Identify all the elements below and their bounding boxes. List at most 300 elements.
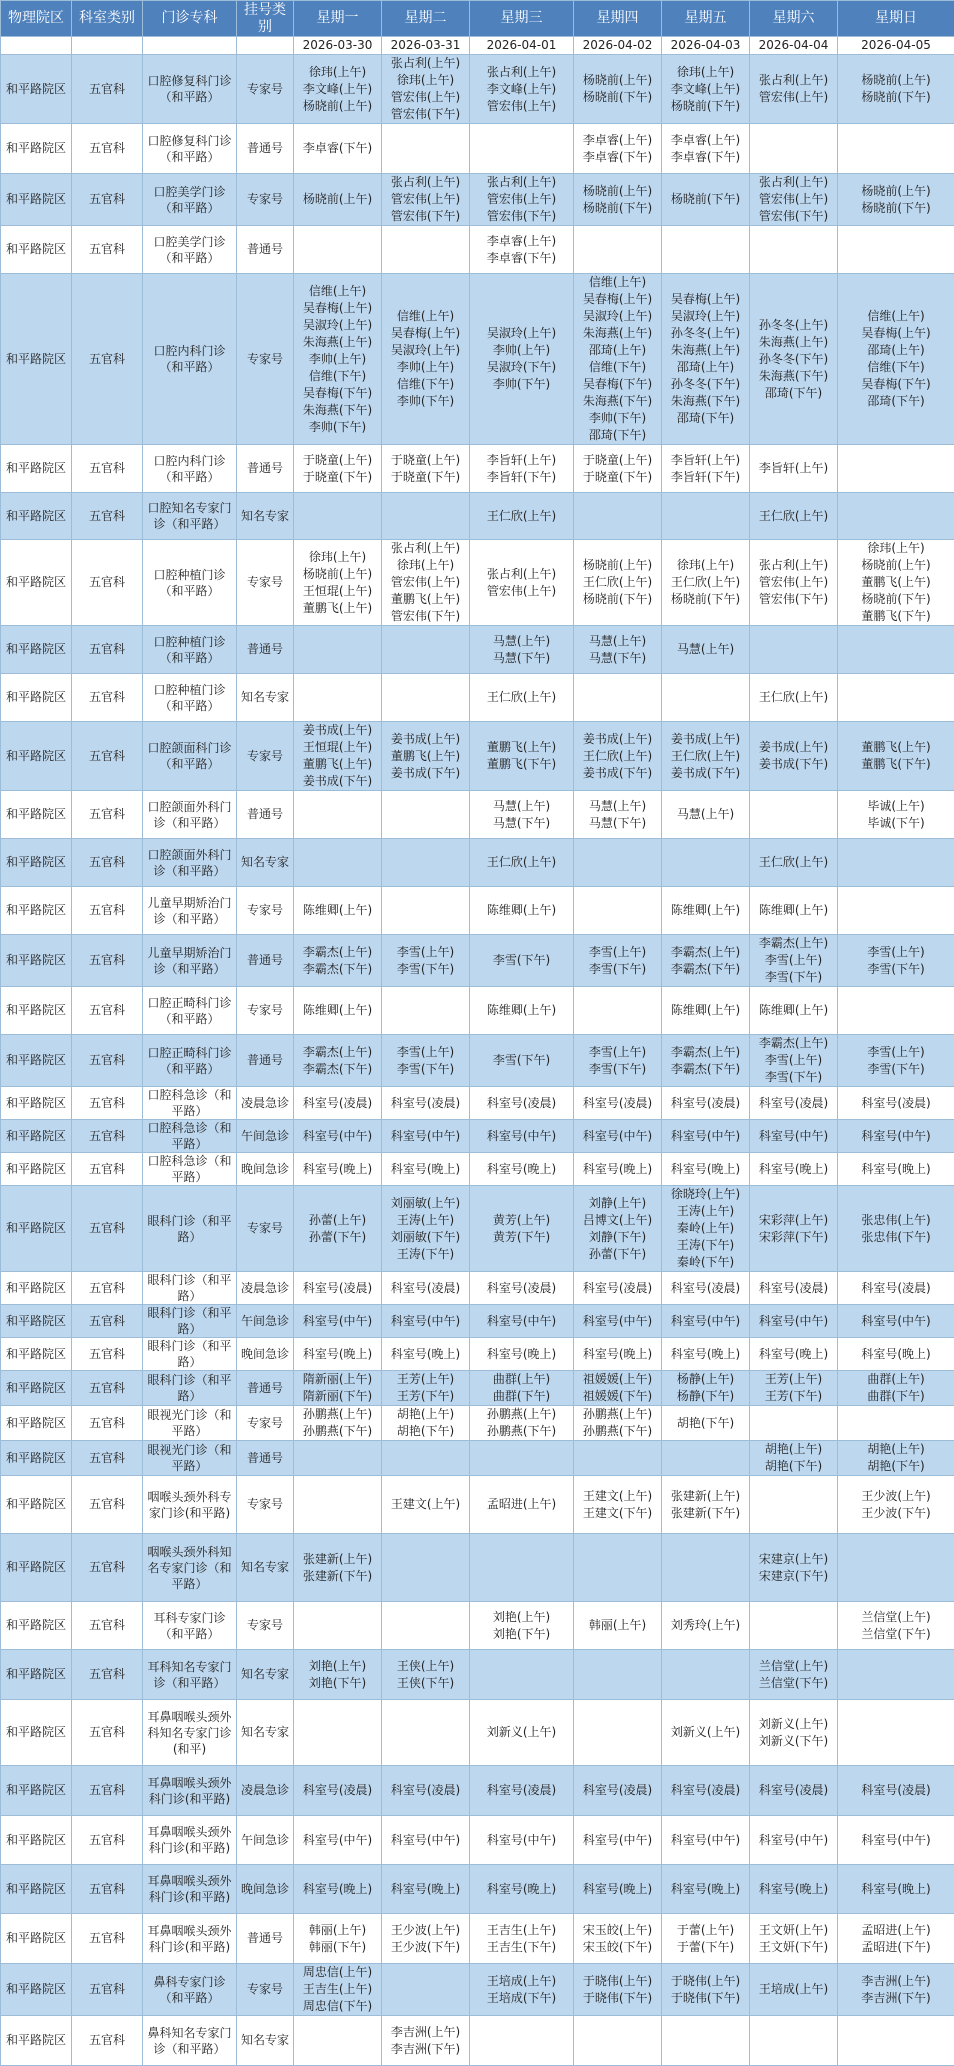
doctor-entry: 韩丽(上午): [575, 1617, 660, 1634]
reg-type-cell: 专家号: [237, 987, 294, 1035]
schedule-cell-wednesday: [470, 626, 574, 674]
doctor-entry: 科室号(凌晨): [839, 1782, 953, 1799]
category-cell: 五官科: [72, 55, 143, 124]
clinic-cell: 口腔种植门诊（和平路）: [143, 540, 237, 626]
doctor-entry: 王吉生(上午): [471, 1922, 572, 1939]
campus-cell: 和平路院区: [1, 445, 72, 493]
doctor-entry: 科室号(晚上): [383, 1161, 468, 1178]
doctor-entry: 李霸杰(下午): [663, 961, 748, 978]
schedule-cell-thursday: [574, 1914, 662, 1964]
date-saturday: 2026-04-04: [750, 37, 838, 55]
doctor-entry: 孙鹏燕(下午): [575, 1423, 660, 1440]
doctor-entry: 邵琦(下午): [575, 427, 660, 444]
doctor-entry: 科室号(凌晨): [575, 1782, 660, 1799]
schedule-cell-friday: [662, 1766, 750, 1816]
doctor-entry: 杨晓前(上午): [839, 183, 953, 200]
doctor-entry: 信维(上午): [295, 283, 380, 300]
schedule-cell-sunday: [838, 1406, 954, 1441]
doctor-entry: 科室号(晚上): [751, 1346, 836, 1363]
doctor-entry: 王仁欣(上午): [751, 689, 836, 706]
schedule-cell-friday: [662, 1338, 750, 1371]
doctor-entry: 信维(下午): [575, 359, 660, 376]
reg-type-cell: 午间急诊: [237, 1120, 294, 1153]
reg-type-cell: 普通号: [237, 226, 294, 274]
doctor-entry: 科室号(中午): [471, 1128, 572, 1145]
doctor-entry: 李旨轩(上午): [471, 452, 572, 469]
table-row: [1, 226, 954, 274]
header-sunday: 星期日: [838, 1, 954, 37]
doctor-entry: 吴春梅(上午): [295, 300, 380, 317]
reg-type-cell: 晚间急诊: [237, 1338, 294, 1371]
doctor-entry: 科室号(晚上): [383, 1881, 468, 1898]
schedule-cell-saturday: [750, 445, 838, 493]
doctor-entry: 陈维卿(上午): [751, 1002, 836, 1019]
doctor-entry: 马慧(下午): [471, 650, 572, 667]
schedule-cell-sunday: [838, 1914, 954, 1964]
doctor-entry: 李旨轩(下午): [663, 469, 748, 486]
doctor-entry: 孟昭进(上午): [839, 1922, 953, 1939]
doctor-entry: 朱海燕(上午): [663, 342, 748, 359]
doctor-entry: 刘艳(上午): [295, 1658, 380, 1675]
schedule-cell-wednesday: [470, 935, 574, 987]
schedule-cell-wednesday: [470, 1816, 574, 1865]
schedule-cell-monday: [294, 1602, 382, 1650]
schedule-cell-wednesday: [470, 1766, 574, 1816]
doctor-entry: 兰信堂(上午): [839, 1609, 953, 1626]
doctor-entry: 王少波(上午): [839, 1488, 953, 1505]
schedule-cell-monday: [294, 1272, 382, 1305]
schedule-cell-monday: [294, 55, 382, 124]
doctor-entry: 兰信堂(上午): [751, 1658, 836, 1675]
category-cell: 五官科: [72, 1964, 143, 2016]
campus-cell: 和平路院区: [1, 887, 72, 935]
schedule-cell-tuesday: [382, 124, 470, 174]
doctor-entry: 宋彩萍(下午): [751, 1229, 836, 1246]
doctor-entry: 吴淑玲(下午): [471, 359, 572, 376]
doctor-entry: 杨晓前(上午): [839, 557, 953, 574]
schedule-cell-monday: [294, 887, 382, 935]
schedule-cell-tuesday: [382, 1406, 470, 1441]
schedule-cell-friday: [662, 274, 750, 445]
schedule-cell-thursday: [574, 1602, 662, 1650]
doctor-entry: 胡艳(下午): [663, 1415, 748, 1432]
doctor-entry: 马慧(上午): [471, 798, 572, 815]
schedule-cell-thursday: [574, 1087, 662, 1120]
table-row: [1, 1305, 954, 1338]
schedule-cell-saturday: [750, 1035, 838, 1087]
doctor-entry: 管宏伟(上午): [383, 89, 468, 106]
schedule-cell-sunday: [838, 674, 954, 722]
campus-cell: 和平路院区: [1, 674, 72, 722]
doctor-entry: 李文峰(上午): [295, 81, 380, 98]
reg-type-cell: 专家号: [237, 1964, 294, 2016]
schedule-cell-monday: [294, 674, 382, 722]
reg-type-cell: 知名专家: [237, 1534, 294, 1602]
doctor-entry: 张占利(上午): [471, 566, 572, 583]
schedule-cell-tuesday: [382, 174, 470, 226]
campus-cell: 和平路院区: [1, 55, 72, 124]
schedule-cell-saturday: [750, 274, 838, 445]
doctor-entry: 张建新(下午): [295, 1568, 380, 1585]
schedule-cell-sunday: [838, 1035, 954, 1087]
doctor-entry: 科室号(中午): [471, 1313, 572, 1330]
doctor-entry: 科室号(凌晨): [751, 1095, 836, 1112]
schedule-cell-tuesday: [382, 1700, 470, 1766]
schedule-cell-saturday: [750, 1964, 838, 2016]
schedule-cell-saturday: [750, 1602, 838, 1650]
doctor-entry: 李雪(下午): [839, 1061, 953, 1078]
doctor-entry: 董鹏飞(上午): [383, 591, 468, 608]
reg-type-cell: 专家号: [237, 1406, 294, 1441]
schedule-cell-thursday: [574, 2016, 662, 2066]
doctor-entry: 王培成(上午): [751, 1981, 836, 1998]
schedule-cell-sunday: [838, 1338, 954, 1371]
doctor-entry: 科室号(晚上): [663, 1161, 748, 1178]
doctor-entry: 管宏伟(上午): [471, 191, 572, 208]
doctor-entry: 黄芳(下午): [471, 1229, 572, 1246]
reg-type-cell: 知名专家: [237, 1700, 294, 1766]
schedule-cell-thursday: [574, 1338, 662, 1371]
doctor-entry: 管宏伟(下午): [471, 208, 572, 225]
doctor-entry: 徐玮(上午): [839, 540, 953, 557]
category-cell: 五官科: [72, 722, 143, 791]
doctor-entry: 科室号(凌晨): [839, 1280, 953, 1297]
doctor-entry: 曲群(下午): [839, 1388, 953, 1405]
table-row: [1, 987, 954, 1035]
header-wednesday: 星期三: [470, 1, 574, 37]
schedule-cell-monday: [294, 445, 382, 493]
doctor-entry: 董鹏飞(上午): [295, 600, 380, 617]
schedule-cell-saturday: [750, 1650, 838, 1700]
schedule-cell-saturday: [750, 1087, 838, 1120]
schedule-cell-friday: [662, 1272, 750, 1305]
doctor-entry: 姜书成(上午): [663, 731, 748, 748]
schedule-cell-friday: [662, 540, 750, 626]
doctor-entry: 科室号(中午): [383, 1128, 468, 1145]
schedule-cell-tuesday: [382, 1371, 470, 1406]
schedule-cell-saturday: [750, 839, 838, 887]
doctor-entry: 科室号(晚上): [295, 1161, 380, 1178]
schedule-cell-tuesday: [382, 226, 470, 274]
reg-type-cell: 专家号: [237, 722, 294, 791]
reg-type-cell: 专家号: [237, 55, 294, 124]
schedule-cell-thursday: [574, 1406, 662, 1441]
date-thursday: 2026-04-02: [574, 37, 662, 55]
campus-cell: 和平路院区: [1, 1035, 72, 1087]
date-blank: [72, 37, 143, 55]
schedule-cell-thursday: [574, 226, 662, 274]
doctor-entry: 科室号(中午): [663, 1128, 748, 1145]
schedule-cell-sunday: [838, 1602, 954, 1650]
doctor-entry: 徐玮(上午): [383, 72, 468, 89]
doctor-entry: 科室号(中午): [663, 1313, 748, 1330]
doctor-entry: 杨晓前(上午): [295, 98, 380, 115]
schedule-cell-friday: [662, 1087, 750, 1120]
doctor-entry: 科室号(晚上): [471, 1881, 572, 1898]
reg-type-cell: 知名专家: [237, 493, 294, 540]
doctor-entry: 李霸杰(上午): [663, 1044, 748, 1061]
header-clinic: 门诊专科: [143, 1, 237, 37]
doctor-entry: 李旨轩(上午): [663, 452, 748, 469]
clinic-cell: 耳科知名专家门诊（和平路）: [143, 1650, 237, 1700]
doctor-entry: 王仁欣(上午): [751, 854, 836, 871]
schedule-cell-wednesday: [470, 1338, 574, 1371]
schedule-cell-sunday: [838, 1120, 954, 1153]
doctor-entry: 李卓睿(下午): [663, 149, 748, 166]
category-cell: 五官科: [72, 1186, 143, 1272]
doctor-entry: 徐晓玲(上午): [663, 1186, 748, 1203]
campus-cell: 和平路院区: [1, 1650, 72, 1700]
schedule-cell-sunday: [838, 1766, 954, 1816]
schedule-cell-wednesday: [470, 274, 574, 445]
doctor-entry: 吴春梅(下午): [295, 385, 380, 402]
doctor-entry: 李卓睿(上午): [471, 233, 572, 250]
doctor-entry: 陈维卿(上午): [471, 902, 572, 919]
category-cell: 五官科: [72, 1700, 143, 1766]
doctor-entry: 李霸杰(上午): [295, 1044, 380, 1061]
doctor-entry: 管宏伟(上午): [751, 574, 836, 591]
schedule-cell-monday: [294, 626, 382, 674]
clinic-cell: 儿童早期矫治门诊（和平路）: [143, 887, 237, 935]
schedule-cell-tuesday: [382, 1914, 470, 1964]
doctor-entry: 杨晓前(上午): [295, 191, 380, 208]
doctor-entry: 王吉生(下午): [471, 1939, 572, 1956]
clinic-cell: 口腔内科门诊（和平路）: [143, 274, 237, 445]
schedule-cell-friday: [662, 1476, 750, 1534]
doctor-entry: 姜书成(下午): [295, 773, 380, 790]
doctor-entry: 董鹏飞(上午): [295, 756, 380, 773]
category-cell: 五官科: [72, 1305, 143, 1338]
schedule-cell-saturday: [750, 987, 838, 1035]
doctor-entry: 王吉生(上午): [295, 1981, 380, 1998]
doctor-entry: 李帅(下午): [575, 410, 660, 427]
doctor-entry: 科室号(中午): [751, 1128, 836, 1145]
doctor-entry: 邵琦(上午): [575, 342, 660, 359]
doctor-entry: 陈维卿(上午): [663, 902, 748, 919]
category-cell: 五官科: [72, 1120, 143, 1153]
schedule-cell-sunday: [838, 1964, 954, 2016]
doctor-entry: 科室号(中午): [575, 1313, 660, 1330]
doctor-entry: 韩丽(上午): [295, 1922, 380, 1939]
schedule-cell-thursday: [574, 540, 662, 626]
schedule-cell-monday: [294, 1816, 382, 1865]
category-cell: 五官科: [72, 1272, 143, 1305]
doctor-entry: 徐玮(上午): [383, 557, 468, 574]
campus-cell: 和平路院区: [1, 1700, 72, 1766]
doctor-entry: 李卓睿(上午): [663, 132, 748, 149]
doctor-entry: 李霸杰(上午): [663, 944, 748, 961]
clinic-cell: 鼻科专家门诊（和平路）: [143, 1964, 237, 2016]
doctor-entry: 于晓伟(上午): [575, 1973, 660, 1990]
clinic-cell: 口腔科急诊（和平路）: [143, 1120, 237, 1153]
doctor-entry: 刘艳(下午): [471, 1626, 572, 1643]
doctor-entry: 科室号(晚上): [471, 1161, 572, 1178]
schedule-cell-wednesday: [470, 839, 574, 887]
category-cell: 五官科: [72, 1441, 143, 1476]
schedule-cell-monday: [294, 226, 382, 274]
doctor-entry: 李霸杰(下午): [295, 961, 380, 978]
campus-cell: 和平路院区: [1, 1766, 72, 1816]
doctor-entry: 李雪(上午): [839, 944, 953, 961]
doctor-entry: 杨晓前(下午): [663, 591, 748, 608]
campus-cell: 和平路院区: [1, 540, 72, 626]
category-cell: 五官科: [72, 493, 143, 540]
doctor-entry: 董鹏飞(下午): [471, 756, 572, 773]
date-wednesday: 2026-04-01: [470, 37, 574, 55]
schedule-cell-friday: [662, 1305, 750, 1338]
campus-cell: 和平路院区: [1, 1305, 72, 1338]
schedule-cell-wednesday: [470, 1700, 574, 1766]
doctor-entry: 科室号(凌晨): [471, 1782, 572, 1799]
doctor-entry: 杨晓前(上午): [575, 72, 660, 89]
doctor-entry: 李文峰(上午): [471, 81, 572, 98]
doctor-entry: 李吉洲(上午): [839, 1973, 953, 1990]
schedule-cell-wednesday: [470, 55, 574, 124]
schedule-cell-wednesday: [470, 124, 574, 174]
table-row: [1, 124, 954, 174]
doctor-entry: 孙冬冬(上午): [663, 325, 748, 342]
reg-type-cell: 专家号: [237, 887, 294, 935]
schedule-cell-wednesday: [470, 1865, 574, 1914]
doctor-entry: 管宏伟(上午): [383, 191, 468, 208]
schedule-cell-wednesday: [470, 1441, 574, 1476]
campus-cell: 和平路院区: [1, 839, 72, 887]
schedule-cell-wednesday: [470, 1305, 574, 1338]
doctor-entry: 刘新义(下午): [751, 1733, 836, 1750]
table-row: [1, 722, 954, 791]
schedule-cell-monday: [294, 2016, 382, 2066]
schedule-cell-tuesday: [382, 674, 470, 722]
table-row: [1, 626, 954, 674]
table-row: [1, 1153, 954, 1186]
schedule-cell-friday: [662, 1120, 750, 1153]
campus-cell: 和平路院区: [1, 1406, 72, 1441]
schedule-cell-friday: [662, 1035, 750, 1087]
clinic-cell: 口腔正畸科门诊（和平路）: [143, 987, 237, 1035]
doctor-entry: 王仁欣(上午): [471, 508, 572, 525]
schedule-cell-thursday: [574, 935, 662, 987]
doctor-entry: 王仁欣(上午): [751, 508, 836, 525]
table-row: [1, 493, 954, 540]
doctor-entry: 孙冬冬(下午): [751, 351, 836, 368]
clinic-cell: 耳鼻咽喉头颈外科门诊(和平路): [143, 1865, 237, 1914]
doctor-entry: 于晓童(上午): [575, 452, 660, 469]
schedule-cell-thursday: [574, 1153, 662, 1186]
doctor-entry: 孙鹏燕(上午): [575, 1406, 660, 1423]
doctor-entry: 科室号(凌晨): [471, 1280, 572, 1297]
doctor-entry: 毕诚(上午): [839, 798, 953, 815]
doctor-entry: 王侠(上午): [383, 1658, 468, 1675]
doctor-entry: 李雪(上午): [575, 944, 660, 961]
doctor-entry: 马慧(下午): [471, 815, 572, 832]
schedule-cell-monday: [294, 274, 382, 445]
schedule-cell-thursday: [574, 1186, 662, 1272]
category-cell: 五官科: [72, 1371, 143, 1406]
doctor-entry: 朱海燕(上午): [575, 325, 660, 342]
doctor-entry: 马慧(上午): [471, 633, 572, 650]
schedule-cell-friday: [662, 839, 750, 887]
schedule-cell-saturday: [750, 1371, 838, 1406]
doctor-entry: 于晓伟(下午): [663, 1990, 748, 2007]
category-cell: 五官科: [72, 1406, 143, 1441]
doctor-entry: 朱海燕(上午): [751, 334, 836, 351]
campus-cell: 和平路院区: [1, 1476, 72, 1534]
doctor-entry: 李帅(上午): [471, 342, 572, 359]
schedule-cell-wednesday: [470, 540, 574, 626]
doctor-entry: 胡艳(下午): [383, 1423, 468, 1440]
schedule-cell-friday: [662, 1650, 750, 1700]
doctor-entry: 吴淑玲(上午): [383, 342, 468, 359]
doctor-entry: 徐玮(上午): [663, 557, 748, 574]
schedule-cell-tuesday: [382, 722, 470, 791]
doctor-entry: 科室号(凌晨): [295, 1095, 380, 1112]
table-row: [1, 839, 954, 887]
schedule-cell-sunday: [838, 1534, 954, 1602]
schedule-cell-sunday: [838, 626, 954, 674]
doctor-entry: 信维(上午): [383, 308, 468, 325]
schedule-cell-wednesday: [470, 1476, 574, 1534]
header-campus: 物理院区: [1, 1, 72, 37]
doctor-entry: 刘静(下午): [575, 1229, 660, 1246]
schedule-cell-wednesday: [470, 1371, 574, 1406]
schedule-cell-wednesday: [470, 674, 574, 722]
reg-type-cell: 普通号: [237, 1441, 294, 1476]
schedule-cell-saturday: [750, 1305, 838, 1338]
schedule-cell-friday: [662, 124, 750, 174]
schedule-cell-monday: [294, 1406, 382, 1441]
schedule-cell-monday: [294, 1087, 382, 1120]
date-monday: 2026-03-30: [294, 37, 382, 55]
doctor-entry: 吴春梅(上午): [839, 325, 953, 342]
doctor-entry: 宋彩萍(上午): [751, 1212, 836, 1229]
doctor-entry: 管宏伟(上午): [751, 191, 836, 208]
schedule-cell-saturday: [750, 55, 838, 124]
schedule-cell-thursday: [574, 1650, 662, 1700]
doctor-entry: 孙蕾(上午): [295, 1212, 380, 1229]
doctor-entry: 科室号(中午): [383, 1832, 468, 1849]
schedule-cell-friday: [662, 935, 750, 987]
doctor-entry: 王仁欣(上午): [663, 748, 748, 765]
campus-cell: 和平路院区: [1, 1272, 72, 1305]
reg-type-cell: 午间急诊: [237, 1816, 294, 1865]
doctor-entry: 宋玉皎(下午): [575, 1939, 660, 1956]
schedule-cell-sunday: [838, 2016, 954, 2066]
doctor-entry: 李吉洲(下午): [383, 2041, 468, 2058]
schedule-cell-tuesday: [382, 1272, 470, 1305]
doctor-entry: 王芳(上午): [383, 1371, 468, 1388]
campus-cell: 和平路院区: [1, 1120, 72, 1153]
doctor-entry: 管宏伟(上午): [471, 98, 572, 115]
schedule-cell-sunday: [838, 1865, 954, 1914]
doctor-entry: 王涛(上午): [663, 1203, 748, 1220]
table-row: [1, 540, 954, 626]
doctor-entry: 科室号(晚上): [295, 1346, 380, 1363]
schedule-cell-monday: [294, 1338, 382, 1371]
category-cell: 五官科: [72, 1153, 143, 1186]
doctor-entry: 科室号(凌晨): [295, 1782, 380, 1799]
schedule-cell-tuesday: [382, 1305, 470, 1338]
campus-cell: 和平路院区: [1, 935, 72, 987]
schedule-cell-tuesday: [382, 1120, 470, 1153]
doctor-entry: 李帅(下午): [383, 393, 468, 410]
schedule-cell-tuesday: [382, 274, 470, 445]
doctor-entry: 杨晓前(下午): [575, 89, 660, 106]
schedule-cell-wednesday: [470, 987, 574, 1035]
table-row: [1, 1338, 954, 1371]
schedule-cell-tuesday: [382, 1534, 470, 1602]
schedule-cell-thursday: [574, 674, 662, 722]
doctor-entry: 科室号(中午): [839, 1128, 953, 1145]
